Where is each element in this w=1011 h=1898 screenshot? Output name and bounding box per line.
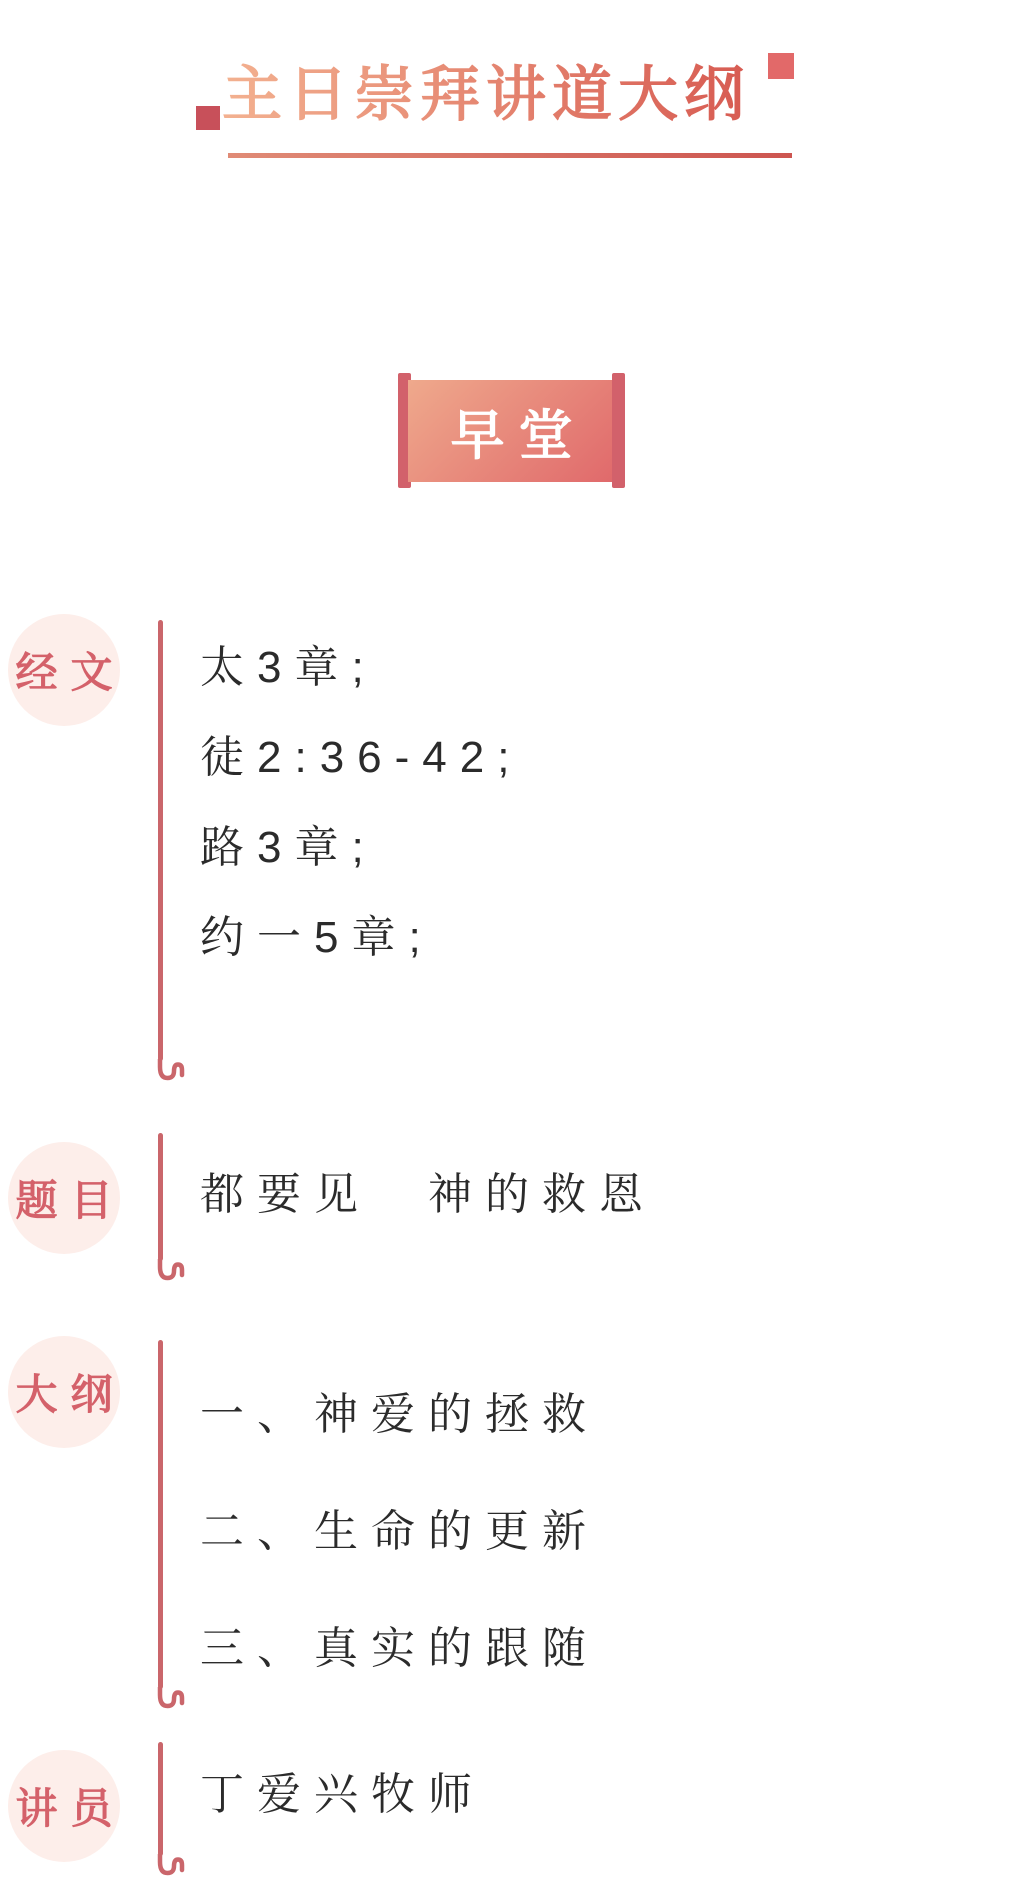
- banner-label: 早堂: [450, 405, 587, 466]
- section-label-badge: [8, 1142, 126, 1254]
- text-line: 丁爱兴牧师: [200, 1770, 485, 1819]
- banner-scroll-bar-right: [612, 373, 625, 488]
- section-text: [200, 1356, 991, 1707]
- text-line: 一、神爱的拯救: [200, 1390, 599, 1439]
- divider-hook-flourish: [157, 1854, 185, 1880]
- section-text: [200, 623, 991, 983]
- divider-hook-flourish: [157, 1059, 185, 1085]
- section-label-badge: [8, 1336, 126, 1448]
- text-line: 三、真实的跟随: [200, 1624, 599, 1673]
- text-line: 约一5章;: [200, 913, 434, 962]
- section-text: [200, 1750, 991, 1840]
- section-label: 大纲: [15, 1371, 126, 1418]
- section-text: [200, 1150, 991, 1240]
- text-line: 都要见 神的救恩: [200, 1170, 656, 1219]
- session-banner: [398, 373, 625, 488]
- divider-hook-flourish: [157, 1687, 185, 1713]
- section-label: 经文: [15, 649, 126, 696]
- text-line: 二、生命的更新: [200, 1507, 599, 1556]
- section-label-badge: [8, 1750, 126, 1862]
- section-topic: [0, 1133, 1011, 1285]
- section-label-badge: [8, 614, 126, 726]
- section-label: 题目: [15, 1177, 126, 1224]
- text-line: 徒2:36-42;: [200, 733, 523, 782]
- banner-body: [408, 380, 615, 482]
- section-label: 讲员: [15, 1785, 126, 1832]
- page-title: 主日崇拜讲道大纲: [222, 61, 750, 128]
- section-outline: [0, 1340, 1011, 1713]
- section-divider-line: [158, 1133, 163, 1261]
- divider-hook-flourish: [157, 1259, 185, 1285]
- section-speaker: [0, 1742, 1011, 1880]
- text-line: 太3章;: [200, 643, 377, 692]
- title-underline: [228, 153, 792, 158]
- section-divider-line: [158, 1742, 163, 1856]
- title-square-right-decoration: [768, 53, 794, 79]
- title-square-left-decoration: [196, 106, 220, 130]
- text-line: 路3章;: [200, 823, 377, 872]
- section-divider-line: [158, 1340, 163, 1689]
- section-scripture: [0, 620, 1011, 1085]
- section-divider-line: [158, 620, 163, 1061]
